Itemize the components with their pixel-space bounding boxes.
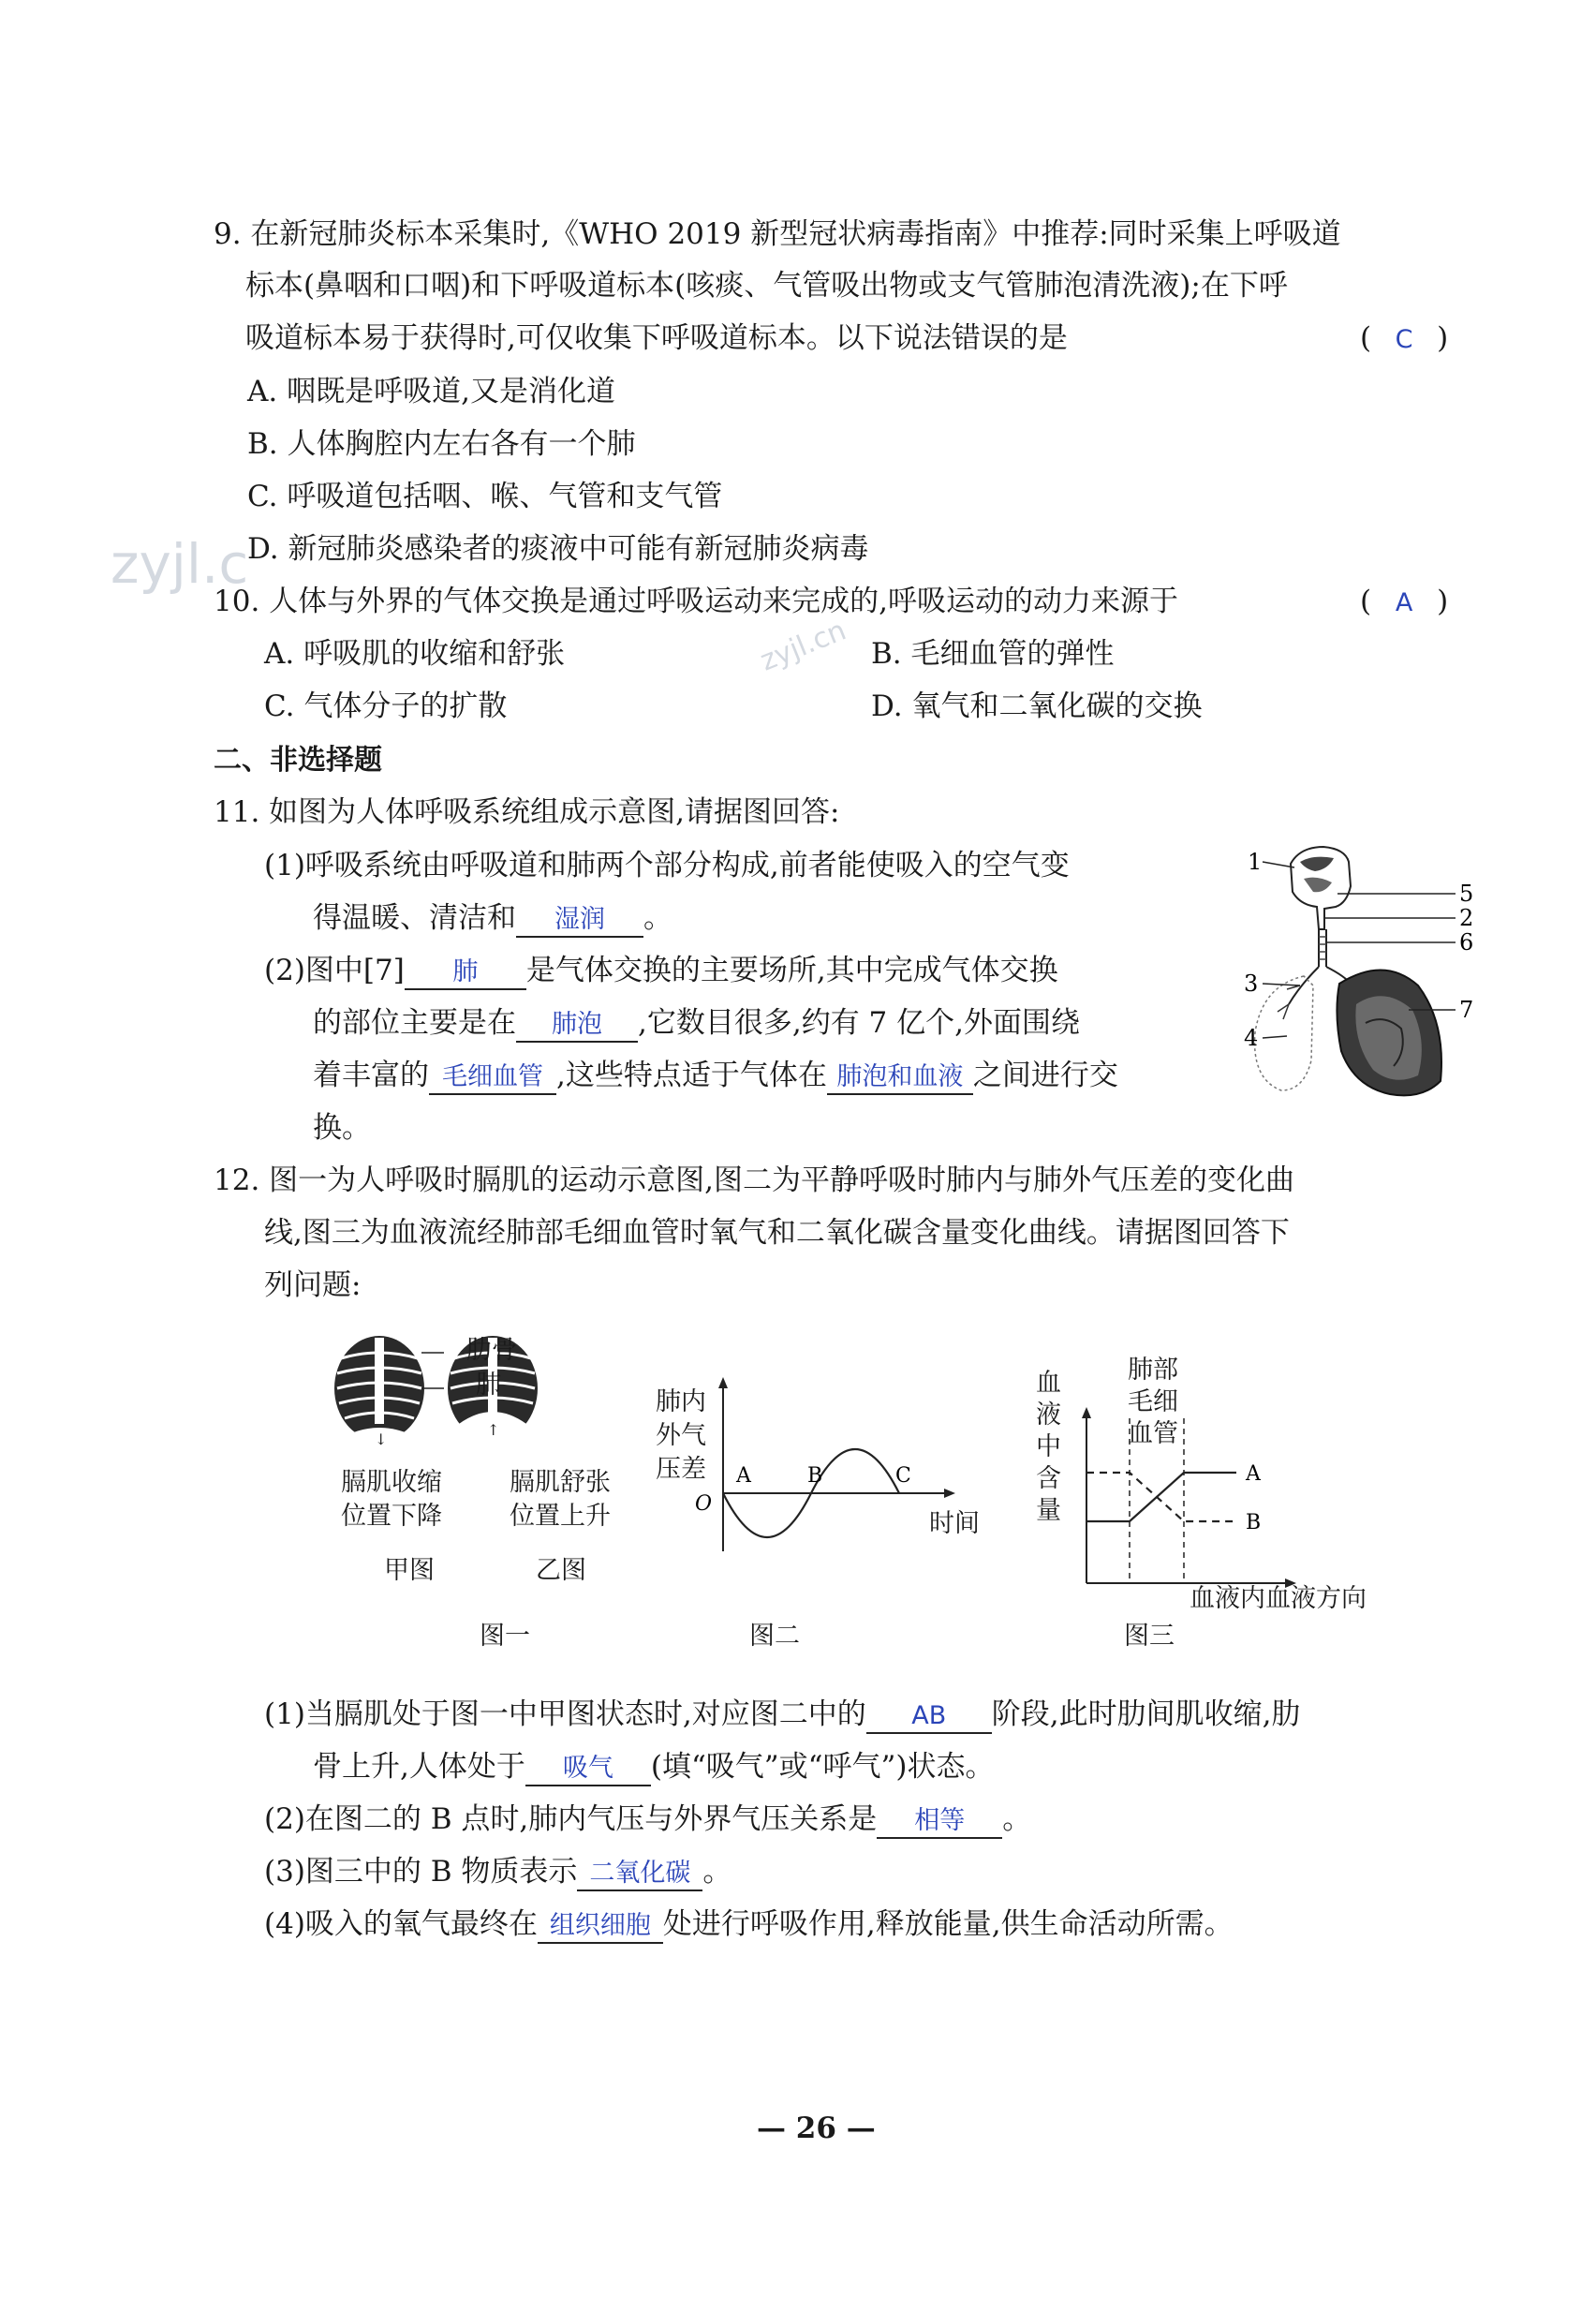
q12-blank-4[interactable]: 二氧化碳: [577, 1856, 702, 1891]
watermark-small: zyjl.cn: [755, 614, 851, 678]
fig3-xlabel: 血液内血液方向: [1190, 1584, 1367, 1613]
q12-sub2: (2)在图二的 B 点时,肺内气压与外界气压关系是 相等 。: [264, 1801, 1031, 1839]
fig3-ylabel-5: 量: [1036, 1496, 1061, 1525]
q11-stem: 11. 如图为人体呼吸系统组成示意图,请据图回答:: [214, 795, 840, 829]
q9-line3: 吸道标本易于获得时,可仅收集下呼吸道标本。以下说法错误的是: [245, 321, 1068, 355]
q12-line2: 线,图三为血液流经肺部毛细血管时氧气和二氧化碳含量变化曲线。请据图回答下: [264, 1216, 1290, 1250]
fig3-curve-b: B: [1246, 1511, 1262, 1534]
fig2-point-b: B: [807, 1464, 823, 1488]
q11-part2-line3: 着丰富的 毛细血管 ,这些特点适于气体在 肺泡和血液 之间进行交: [313, 1057, 1118, 1095]
fig1-jia-desc-2: 位置下降: [341, 1502, 442, 1531]
ribcage-jia: [334, 1336, 424, 1447]
q10-answer: A: [1395, 588, 1413, 617]
fig1-label-lung: 肺: [476, 1371, 501, 1400]
q11-blank-4[interactable]: 毛细血管: [429, 1060, 556, 1095]
q11-part1-line2: 得温暖、清洁和 湿润 。: [313, 899, 672, 938]
q9-option-c: C. 呼吸道包括咽、喉、气管和支气管: [247, 480, 723, 513]
fig1-label-rib: 肋骨: [466, 1336, 517, 1365]
q9-answer-bracket: ( C ): [1360, 319, 1448, 359]
q11-part2-line4: 换。: [313, 1111, 371, 1145]
fig2-ylabel-3: 压差: [656, 1455, 706, 1484]
fig-label-7: 7: [1459, 997, 1474, 1023]
fig1-yi-desc-1: 膈肌舒张: [510, 1468, 611, 1497]
fig-label-5: 5: [1459, 881, 1474, 907]
q9-line2: 标本(鼻咽和口咽)和下呼吸道标本(咳痰、气管吸出物或支气管肺泡清洗液);在下呼: [245, 269, 1288, 303]
fig2-ylabel-1: 肺内: [656, 1387, 706, 1416]
q10-option-a: A. 呼吸肌的收缩和舒张: [264, 637, 566, 671]
fig3-top-label-3: 血管: [1128, 1419, 1178, 1448]
fig2-point-a: A: [736, 1464, 751, 1488]
svg-text:↓: ↓: [375, 1430, 388, 1447]
q10-option-d: D. 氧气和二氧化碳的交换: [871, 689, 1203, 723]
q11-blank-2[interactable]: 肺: [405, 955, 526, 990]
q12-sub1-line2: 骨上升,人体处于 吸气 (填“吸气”或“呼气”)状态。: [313, 1748, 994, 1786]
fig1-jia-desc-1: 膈肌收缩: [341, 1468, 442, 1497]
q12-blank-1[interactable]: AB: [866, 1698, 992, 1734]
fig2-origin: O: [695, 1492, 713, 1516]
q12-blank-3[interactable]: 相等: [877, 1803, 1002, 1839]
q11-part2-line2: 的部位主要是在 肺泡 ,它数目很多,约有 7 亿个,外面围绕: [313, 1004, 1080, 1043]
q9-option-a: A. 咽既是呼吸道,又是消化道: [247, 375, 615, 408]
fig-label-1: 1: [1248, 849, 1263, 875]
q9-answer: C: [1395, 325, 1413, 354]
q10-stem: 10. 人体与外界的气体交换是通过呼吸运动来完成的,呼吸运动的动力来源于: [214, 585, 1179, 618]
q12-blank-2[interactable]: 吸气: [525, 1751, 651, 1786]
fig3-ylabel-2: 液: [1036, 1400, 1061, 1430]
fig3-ylabel-3: 中: [1036, 1432, 1061, 1461]
q11-part2-line1: (2)图中[7] 肺 是气体交换的主要场所,其中完成气体交换: [264, 952, 1058, 990]
fig-label-6: 6: [1459, 929, 1474, 956]
q10-option-c: C. 气体分子的扩散: [264, 689, 508, 723]
q9-line1: 9. 在新冠肺炎标本采集时,《WHO 2019 新型冠状病毒指南》中推荐:同时采集上呼吸道: [214, 217, 1341, 251]
fig-label-3: 3: [1244, 971, 1259, 997]
q9-option-d: D. 新冠肺炎感染者的痰液中可能有新冠肺炎病毒: [247, 532, 869, 566]
q12-blank-5[interactable]: 组织细胞: [538, 1908, 663, 1944]
q12-line3: 列问题:: [264, 1268, 362, 1302]
q10-option-b: B. 毛细血管的弹性: [871, 637, 1115, 671]
q12-sub3: (3)图三中的 B 物质表示 二氧化碳 。: [264, 1853, 732, 1891]
q11-blank-5[interactable]: 肺泡和血液: [827, 1060, 973, 1095]
fig3-ylabel-4: 含: [1036, 1464, 1061, 1493]
q12-line1: 12. 图一为人呼吸时膈肌的运动示意图,图二为平静呼吸时肺内与肺外气压差的变化曲: [214, 1163, 1295, 1197]
fig2-ylabel-2: 外气: [656, 1421, 706, 1450]
fig3-top-label-2: 毛细: [1128, 1387, 1178, 1416]
q11-blank-3[interactable]: 肺泡: [516, 1007, 638, 1043]
fig-label-4: 4: [1244, 1025, 1259, 1051]
fig3-curve-a: A: [1246, 1462, 1261, 1486]
fig2-caption: 图二: [749, 1622, 800, 1651]
page-number: — 26 —: [757, 2112, 876, 2145]
q11-part1-line1: (1)呼吸系统由呼吸道和肺两个部分构成,前者能使吸入的空气变: [264, 849, 1070, 882]
q12-sub1-line1: (1)当膈肌处于图一中甲图状态时,对应图二中的 AB 阶段,此时肋间肌收缩,肋: [264, 1696, 1300, 1734]
fig3-caption: 图三: [1124, 1622, 1175, 1651]
q11-blank-1[interactable]: 湿润: [516, 902, 643, 938]
fig2-point-c: C: [895, 1464, 911, 1488]
fig2-xlabel: 时间: [929, 1509, 980, 1538]
fig1-jia-title: 甲图: [384, 1556, 435, 1585]
fig1-yi-desc-2: 位置上升: [510, 1502, 611, 1531]
svg-text:↑: ↑: [487, 1421, 500, 1439]
watermark-large: zyjl.c: [111, 532, 249, 596]
q12-sub4: (4)吸入的氧气最终在 组织细胞 处进行呼吸作用,释放能量,供生命活动所需。: [264, 1905, 1234, 1944]
respiratory-system-figure: [1234, 845, 1480, 1104]
fig-label-2: 2: [1459, 905, 1474, 931]
figure-three-gas-curve: [1068, 1386, 1311, 1602]
fig3-top-label-1: 肺部: [1128, 1356, 1178, 1385]
fig3-ylabel-1: 血: [1036, 1369, 1061, 1398]
section-heading: 二、非选择题: [214, 744, 382, 777]
fig1-yi-title: 乙图: [536, 1556, 586, 1585]
q9-option-b: B. 人体胸腔内左右各有一个肺: [247, 427, 636, 461]
q10-answer-bracket: ( A ): [1360, 583, 1448, 622]
fig1-caption: 图一: [480, 1622, 530, 1651]
